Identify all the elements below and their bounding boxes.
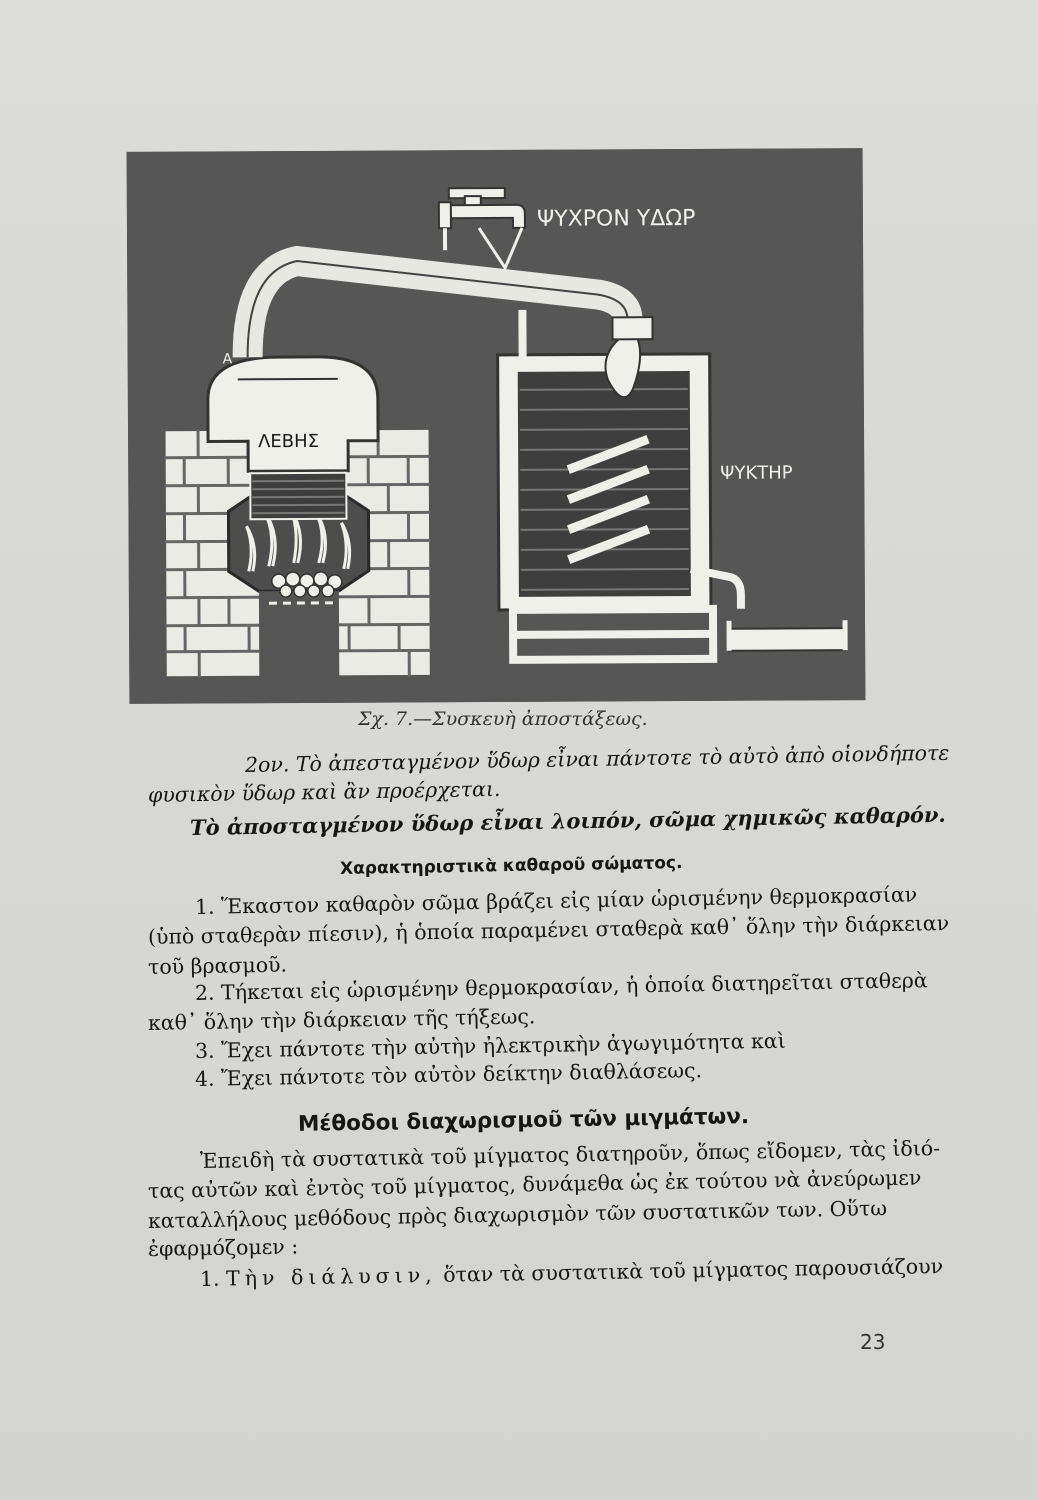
list-item-line: 4. Ἔχει πάντοτε τὸν αὐτὸν δείκτην διαθλάσεως. (194, 1058, 703, 1091)
paragraph-line: 2ον. Τὸ ἀπεσταγμένον ὕδωρ εἶναι πάντοτε τὸ αὐτὸ ἀπὸ οἱονδήποτε (244, 740, 950, 777)
cooler-label: ΨΥΚΤΗΡ (720, 462, 793, 484)
figure-caption: Σχ. 7.—Συσκευὴ ἀποστάξεως. (358, 708, 648, 730)
point-label: Α (222, 351, 233, 368)
list-item-line: (ὑπὸ σταθερὰν πίεσιν), ἡ ὁποία παραμένει σταθερὰ καθ᾽ ὅλην τὴν διάρκειαν (147, 911, 950, 949)
boiler-label: ΛΕΒΗΣ (258, 430, 320, 453)
distillation-apparatus-figure (127, 148, 866, 704)
section-heading: Χαρακτηριστικὰ καθαροῦ σώματος. (339, 853, 683, 879)
list-item-line: τοῦ βρασμοῦ. (147, 952, 288, 979)
list-item-line: καθ᾽ ὅλην τὴν διάρκειαν τῆς τήξεως. (147, 1004, 536, 1035)
list-item-line: 3. Ἔχει πάντοτε τὴν αὐτὴν ἠλεκτρικὴν ἀγωγιμότητα καὶ (194, 1028, 786, 1063)
cold-water-label: ΨΥΧΡΟΝ ΥΔΩΡ (536, 205, 696, 232)
section-heading: Μέθοδοι διαχωρισμοῦ τῶν μιγμάτων. (297, 1104, 750, 1137)
paragraph-line: τας αὐτῶν καὶ ἐντὸς τοῦ μίγματος, δυνάμεθα ὡς ἐκ τούτου νὰ ἀνεύρωμεν (147, 1165, 922, 1203)
page-number: 23 (860, 1330, 886, 1354)
list-item-line: 2. Τήκεται εἰς ὡρισμένην θερμοκρασίαν, ἡ ὁποία διατηρεῖται σταθερὰ (194, 968, 928, 1005)
paragraph-line: ἐφαρμόζομεν : (147, 1234, 299, 1261)
item-number: 1. (199, 1266, 220, 1291)
paragraph-line: καταλλήλους μεθόδους πρὸς διαχωρισμὸν τῶν συστατικῶν των. Οὕτω (147, 1196, 888, 1233)
paragraph-text: ὅταν τὰ συστατικὰ τοῦ μίγματος παρουσιάζουν (442, 1254, 944, 1287)
list-item-line: 1. Ἕκαστον καθαρὸν σῶμα βράζει εἰς μίαν ὡρισμένην θερμοκρασίαν (194, 882, 918, 919)
paragraph-line: φυσικὸν ὕδωρ καὶ ἂν προέρχεται. (147, 776, 501, 807)
paragraph-line: Ἐπειδὴ τὰ συστατικὰ τοῦ μίγματος διατηροῦν, ὅπως εἴδομεν, τὰς ἰδιό- (199, 1136, 941, 1173)
conclusion-line: Τὸ ἀποσταγμένον ὕδωρ εἶναι λοιπόν, σῶμα χημικῶς καθαρόν. (189, 801, 946, 840)
emphasized-term: Τὴν διάλυσιν, (225, 1262, 437, 1291)
